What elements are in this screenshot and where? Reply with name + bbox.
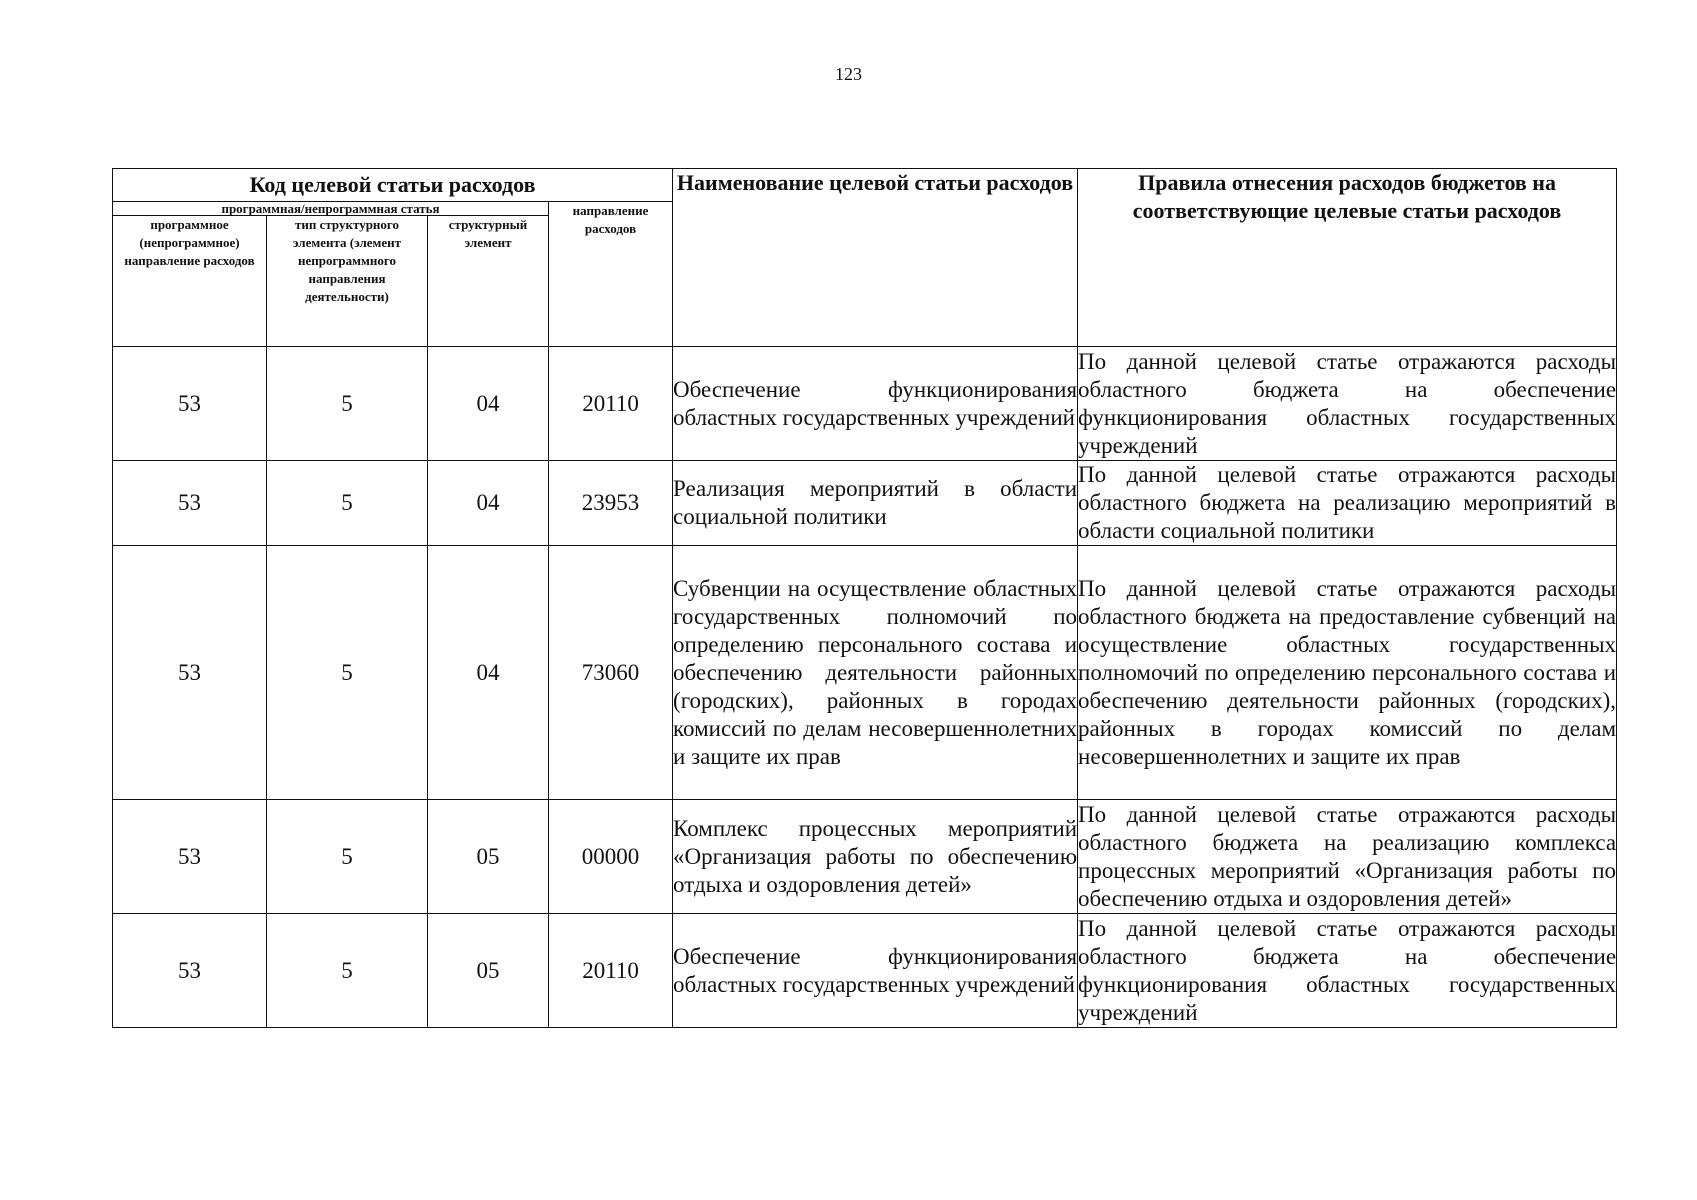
- cell-type: 5: [267, 914, 428, 1028]
- page-number: 123: [835, 64, 862, 84]
- cell-direction: 23953: [549, 461, 673, 546]
- header-program-direction: программное (непрограммное) направление расходов: [113, 216, 267, 347]
- header-direction: направление расходов: [549, 202, 673, 347]
- cell-name: Обеспечение функционирования областных государственных учреждений: [673, 914, 1078, 1028]
- header-struct-element: структурный элемент: [428, 216, 549, 347]
- cell-name: Комплекс процессных мероприятий «Организация работы по обеспечению отдыха и оздоровления детей»: [673, 800, 1078, 914]
- cell-element: 05: [428, 914, 549, 1028]
- cell-program: 53: [113, 546, 267, 800]
- table-row: [113, 546, 1617, 800]
- header-name: Наименование целевой статьи расходов: [673, 169, 1078, 347]
- cell-name: Реализация мероприятий в области социальной политики: [673, 461, 1078, 546]
- cell-program: 53: [113, 461, 267, 546]
- cell-rule: По данной целевой статье отражаются расходы областного бюджета на обеспечение функционирования областных государственных учреждений: [1078, 914, 1617, 1028]
- cell-rule: По данной целевой статье отражаются расходы областного бюджета на предоставление субвенций на осуществление областных государственных полномочий по определению персонального состава и обеспечению деятельности районных (городских), районных в городах комиссий по делам несовершеннолетних и защите их прав: [1078, 546, 1617, 800]
- header-code: Код целевой статьи расходов: [113, 169, 673, 202]
- cell-element: 04: [428, 347, 549, 461]
- header-rules: Правила отнесения расходов бюджетов на соответствующие целевые статьи расходов: [1078, 169, 1617, 347]
- table-row: [113, 347, 1617, 461]
- cell-name: Субвенции на осуществление областных государственных полномочий по определению персонального состава и обеспечению деятельности районных (городских), районных в городах комиссий по делам несовершеннолетних и защите их прав: [673, 546, 1078, 800]
- cell-direction: 20110: [549, 347, 673, 461]
- cell-type: 5: [267, 347, 428, 461]
- header-struct-type: тип структурного элемента (элемент непрограммного направления деятельности): [267, 216, 428, 347]
- cell-type: 5: [267, 800, 428, 914]
- target-articles-table: [112, 168, 1617, 1028]
- cell-program: 53: [113, 800, 267, 914]
- cell-element: 05: [428, 800, 549, 914]
- cell-direction: 73060: [549, 546, 673, 800]
- table-row: [113, 461, 1617, 546]
- cell-program: 53: [113, 347, 267, 461]
- cell-direction: 00000: [549, 800, 673, 914]
- cell-name: Обеспечение функционирования областных государственных учреждений: [673, 347, 1078, 461]
- cell-rule: По данной целевой статье отражаются расходы областного бюджета на реализацию мероприятий в области социальной политики: [1078, 461, 1617, 546]
- cell-element: 04: [428, 461, 549, 546]
- header-program-article: программная/непрограммная статья: [113, 202, 549, 216]
- cell-type: 5: [267, 461, 428, 546]
- cell-rule: По данной целевой статье отражаются расходы областного бюджета на обеспечение функционирования областных государственных учреждений: [1078, 347, 1617, 461]
- cell-type: 5: [267, 546, 428, 800]
- table-row: [113, 800, 1617, 914]
- cell-rule: По данной целевой статье отражаются расходы областного бюджета на реализацию комплекса процессных мероприятий «Организация работы по обеспечению отдыха и оздоровления детей»: [1078, 800, 1617, 914]
- cell-program: 53: [113, 914, 267, 1028]
- cell-element: 04: [428, 546, 549, 800]
- table-row: [113, 914, 1617, 1028]
- cell-direction: 20110: [549, 914, 673, 1028]
- header-row-1: [113, 169, 1617, 202]
